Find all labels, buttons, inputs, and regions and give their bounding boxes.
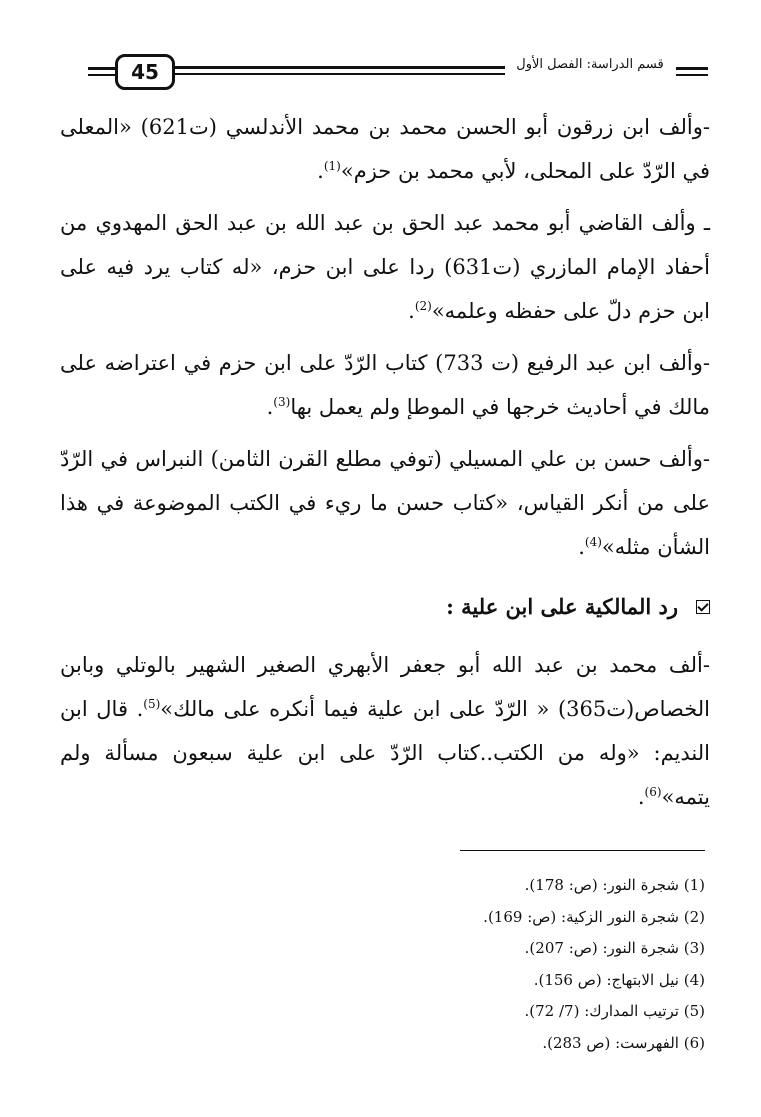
section-heading-text: رد المالكية على ابن علية : — [446, 594, 678, 619]
paragraph: -وألف حسن بن علي المسيلي (توفي مطلع القرن الثامن) النبراس في الرّدّ على من أنكر القياس، «كتاب حسن ما ريء في الكتب الموضوعة في هذا الشأن مثله»$^{(4)}$. — [60, 447, 710, 559]
footnote: (6) الفهرست: (ص 283). — [542, 1033, 705, 1052]
footnotes — [300, 870, 705, 1059]
footnote-ref[interactable]: (3) — [273, 395, 291, 409]
footnote-ref[interactable]: (4) — [584, 535, 602, 549]
header-rule — [175, 73, 505, 75]
main-text — [60, 105, 710, 827]
paragraph: -وألف ابن عبد الرفيع (ت 733) كتاب الرّدّ على ابن حزم في اعتراضه على مالك في أحاديث خرجها في الموطإ ولم يعمل بها$^{(3)}$. — [60, 351, 710, 419]
header-rule — [676, 67, 708, 70]
footnote-ref[interactable]: (1) — [323, 159, 341, 173]
header-rule — [676, 74, 708, 76]
footnote: (5) ترتيب المدارك: (7/ 72). — [524, 1002, 705, 1020]
footnote: (3) شجرة النور: (ص: 207). — [524, 939, 705, 957]
section-heading — [60, 585, 710, 629]
running-title: قسم الدراسة: الفصل الأول — [516, 57, 664, 72]
header-rule — [175, 66, 505, 69]
checkbox-icon — [696, 600, 710, 614]
page-header — [0, 0, 761, 100]
footnote-ref[interactable]: (2) — [414, 299, 432, 313]
page-number: 45 — [115, 54, 175, 90]
footnote: (2) شجرة النور الزكية: (ص: 169). — [483, 907, 705, 926]
footnote-divider — [460, 850, 705, 851]
footnote-ref[interactable]: (6) — [644, 785, 662, 799]
paragraph: ـ وألف القاضي أبو محمد عبد الحق بن عبد الله بن عبد الحق المهدوي من أحفاد الإمام المازري (ت631) ردا على ابن حزم، «له كتاب يرد فيه على ابن حزم دلّ على حفظه وعلمه»$^{(2)}$. — [60, 211, 710, 323]
footnote: (4) نيل الابتهاج: (ص 156). — [533, 970, 705, 989]
paragraph: -ألف محمد بن عبد الله أبو جعفر الأبهري الصغير الشهير بالوتلي وبابن الخصاص(ت365) « الرّدّ على ابن علية فيما أنكره على مالك»$^{(5)}$. قال ابن النديم: «وله من الكتب..كتاب الرّدّ على ابن علية سبعون مسألة ولم يتمه»$^{(6)}$. — [60, 653, 710, 809]
footnote-ref[interactable]: (5) — [143, 697, 161, 711]
paragraph: -وألف ابن زرقون أبو الحسن محمد بن محمد الأندلسي (ت621) «المعلى في الرّدّ على المحلى، لأبي محمد بن حزم»$^{(1)}$. — [60, 115, 710, 183]
footnote: (1) شجرة النور: (ص: 178). — [524, 876, 705, 894]
